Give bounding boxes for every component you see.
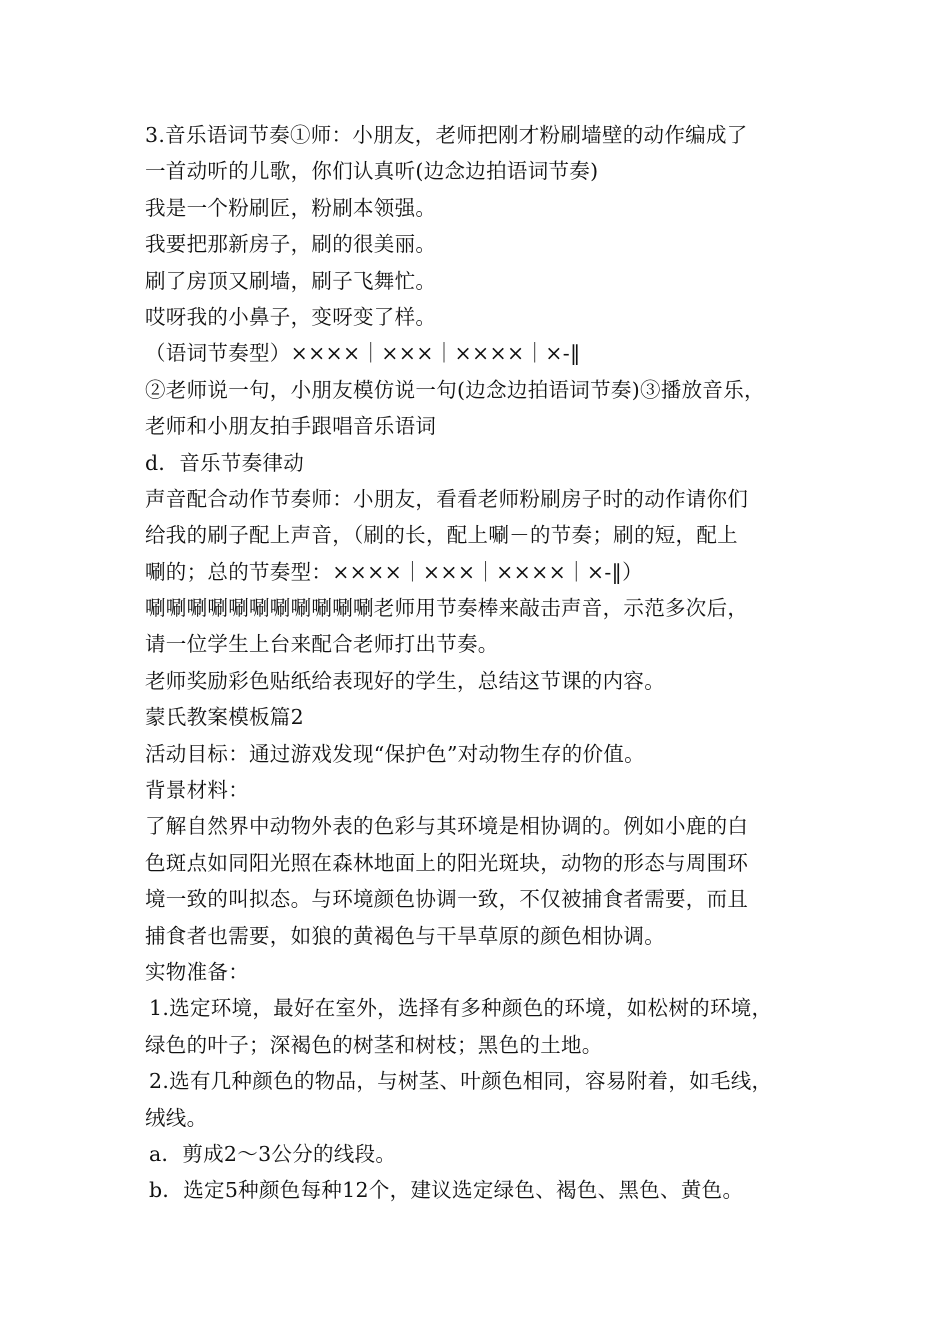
text-line: a．剪成2～3公分的线段。: [149, 1141, 397, 1166]
text-line: 一首动听的儿歌，你们认真听(边念边拍语词节奏): [145, 159, 599, 184]
text-line: 刷了房顶又刷墙，刷子飞舞忙。: [145, 268, 437, 293]
text-line: 声音配合动作节奏师：小朋友，看看老师粉刷房子时的动作请你们: [145, 486, 749, 511]
text-line: 活动目标：通过游戏发现“保护色”对动物生存的价值。: [145, 741, 645, 766]
text-line: 了解自然界中动物外表的色彩与其环境是相协调的。例如小鹿的白: [145, 814, 749, 839]
text-line: （语词节奏型）××××｜×××｜××××｜×-‖: [145, 341, 581, 366]
text-line: 老师和小朋友拍手跟唱音乐语词: [145, 414, 437, 439]
text-line: 3.音乐语词节奏①师：小朋友，老师把刚才粉刷墙壁的动作编成了: [145, 123, 748, 147]
text-line: 我是一个粉刷匠，粉刷本领强。: [145, 195, 437, 220]
text-line: 哎呀我的小鼻子，变呀变了样。: [145, 304, 437, 329]
text-line: 1.选定环境，最好在室外，选择有多种颜色的环境，如松树的环境，: [149, 996, 773, 1021]
text-line: 绿色的叶子；深褐色的树茎和树枝；黑色的土地。: [145, 1032, 603, 1057]
text-line: 老师奖励彩色贴纸给表现好的学生，总结这节课的内容。: [145, 668, 665, 693]
text-line: 唰的；总的节奏型：××××｜×××｜××××｜×-‖）: [145, 559, 643, 584]
text-line: d．音乐节奏律动: [145, 450, 305, 475]
text-line: 绒线。: [145, 1105, 208, 1130]
text-line: 给我的刷子配上声音，（刷的长，配上唰－的节奏；刷的短，配上: [145, 523, 738, 548]
text-line: 唰唰唰唰唰唰唰唰唰唰唰老师用节奏棒来敲击声音，示范多次后，: [145, 596, 749, 621]
section-heading: 蒙氏教案模板篇2: [145, 705, 304, 730]
text-line: ②老师说一句，小朋友模仿说一句(边念边拍语词节奏)③播放音乐，: [145, 377, 765, 402]
text-line: 境一致的叫拟态。与环境颜色协调一致，不仅被捕食者需要，而且: [145, 887, 749, 912]
text-line: 2.选有几种颜色的物品，与树茎、叶颜色相同，容易附着，如毛线，: [149, 1069, 773, 1094]
text-line: 背景材料：: [145, 778, 249, 803]
text-line: 请一位学生上台来配合老师打出节奏。: [145, 632, 499, 657]
text-line: 捕食者也需要，如狼的黄褐色与干旱草原的颜色相协调。: [145, 923, 665, 948]
text-line: 实物准备：: [145, 959, 249, 984]
text-line: 我要把那新房子，刷的很美丽。: [145, 232, 437, 257]
text-line: 色斑点如同阳光照在森林地面上的阳光斑块，动物的形态与周围环: [145, 850, 749, 875]
text-line: b．选定5种颜色每种12个，建议选定绿色、褐色、黑色、黄色。: [149, 1178, 744, 1203]
document-body: [145, 117, 835, 1209]
